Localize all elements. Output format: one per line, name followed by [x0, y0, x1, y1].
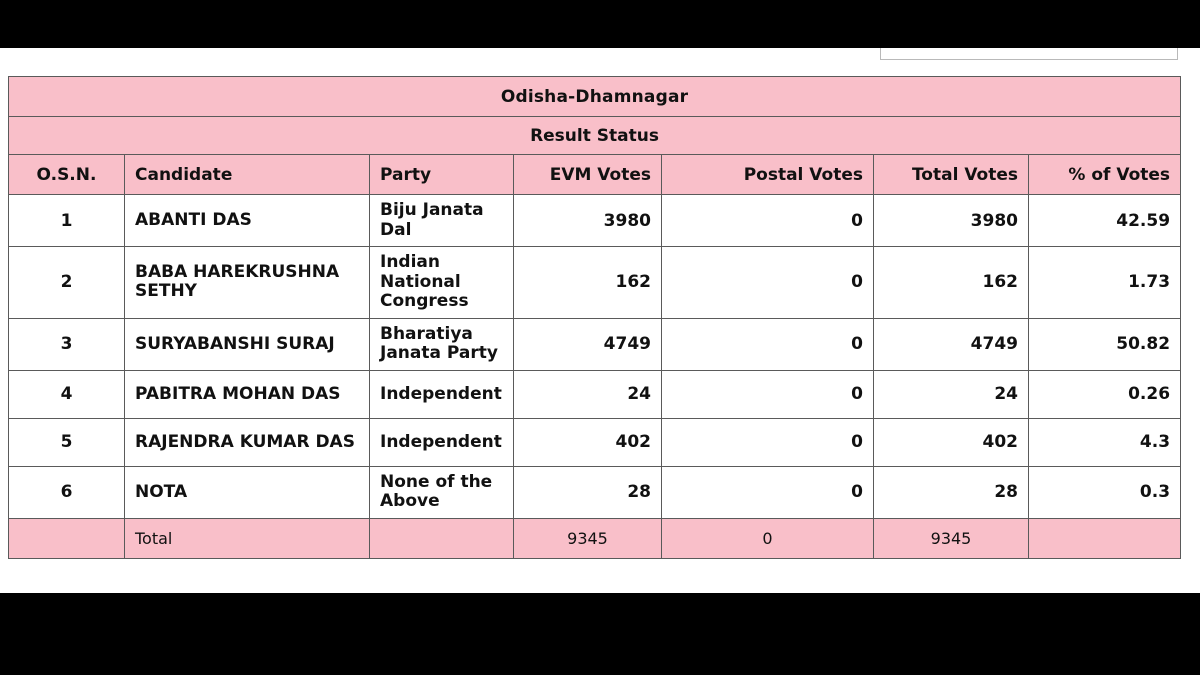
- table-row: [9, 247, 1181, 319]
- column-header-row: [9, 155, 1181, 195]
- header-candidate: Candidate: [125, 155, 370, 195]
- cell-evm-votes: 4749: [514, 318, 662, 370]
- cell-candidate: BABA HAREKRUSHNA SETHY: [125, 247, 370, 319]
- table-row: [9, 418, 1181, 466]
- cell-candidate: SURYABANSHI SURAJ: [125, 318, 370, 370]
- table-body: [9, 195, 1181, 559]
- cell-candidate: NOTA: [125, 466, 370, 518]
- cell-party: Indian National Congress: [370, 247, 514, 319]
- cell-evm-votes: 3980: [514, 195, 662, 247]
- result-status-label: Result Status: [9, 117, 1181, 155]
- cell-postal-votes: 0: [662, 195, 874, 247]
- cell-osn: 4: [9, 370, 125, 418]
- cell-total-votes: 4749: [874, 318, 1029, 370]
- cell-candidate: RAJENDRA KUMAR DAS: [125, 418, 370, 466]
- title-row: [9, 77, 1181, 117]
- cell-total-votes: 162: [874, 247, 1029, 319]
- constituency-title: Odisha-Dhamnagar: [9, 77, 1181, 117]
- header-percent-votes: % of Votes: [1029, 155, 1181, 195]
- header-total-votes: Total Votes: [874, 155, 1029, 195]
- header-party: Party: [370, 155, 514, 195]
- cell-party: Bharatiya Janata Party: [370, 318, 514, 370]
- cell-total-votes: 24: [874, 370, 1029, 418]
- table-row: [9, 370, 1181, 418]
- total-spacer: [9, 518, 125, 558]
- table-total-row: [9, 518, 1181, 558]
- cell-evm-votes: 28: [514, 466, 662, 518]
- cell-total-votes: 28: [874, 466, 1029, 518]
- election-result-table: [8, 76, 1181, 559]
- cell-evm-votes: 402: [514, 418, 662, 466]
- cell-osn: 6: [9, 466, 125, 518]
- cell-postal-votes: 0: [662, 466, 874, 518]
- cell-percent-votes: 0.3: [1029, 466, 1181, 518]
- cell-percent-votes: 42.59: [1029, 195, 1181, 247]
- cell-evm-votes: 24: [514, 370, 662, 418]
- total-postal-votes: 0: [662, 518, 874, 558]
- cell-total-votes: 402: [874, 418, 1029, 466]
- cell-percent-votes: 4.3: [1029, 418, 1181, 466]
- total-label: Total: [125, 518, 370, 558]
- status-row: [9, 117, 1181, 155]
- cell-percent-votes: 50.82: [1029, 318, 1181, 370]
- cell-percent-votes: 0.26: [1029, 370, 1181, 418]
- cell-party: None of the Above: [370, 466, 514, 518]
- cell-evm-votes: 162: [514, 247, 662, 319]
- cell-postal-votes: 0: [662, 370, 874, 418]
- cell-postal-votes: 0: [662, 418, 874, 466]
- cell-party: Independent: [370, 418, 514, 466]
- table-row: [9, 195, 1181, 247]
- partial-top-panel: [880, 48, 1178, 60]
- cell-party: Biju Janata Dal: [370, 195, 514, 247]
- cell-postal-votes: 0: [662, 247, 874, 319]
- table-row: [9, 466, 1181, 518]
- header-osn: O.S.N.: [9, 155, 125, 195]
- total-percent-votes: [1029, 518, 1181, 558]
- result-table-container: [8, 76, 1180, 559]
- cell-candidate: PABITRA MOHAN DAS: [125, 370, 370, 418]
- cell-osn: 1: [9, 195, 125, 247]
- cell-osn: 2: [9, 247, 125, 319]
- cell-party: Independent: [370, 370, 514, 418]
- total-evm-votes: 9345: [514, 518, 662, 558]
- table-head: [9, 77, 1181, 195]
- header-evm-votes: EVM Votes: [514, 155, 662, 195]
- cell-osn: 5: [9, 418, 125, 466]
- cell-postal-votes: 0: [662, 318, 874, 370]
- total-party: [370, 518, 514, 558]
- cell-total-votes: 3980: [874, 195, 1029, 247]
- table-row: [9, 318, 1181, 370]
- header-postal-votes: Postal Votes: [662, 155, 874, 195]
- cell-osn: 3: [9, 318, 125, 370]
- cell-percent-votes: 1.73: [1029, 247, 1181, 319]
- total-total-votes: 9345: [874, 518, 1029, 558]
- cell-candidate: ABANTI DAS: [125, 195, 370, 247]
